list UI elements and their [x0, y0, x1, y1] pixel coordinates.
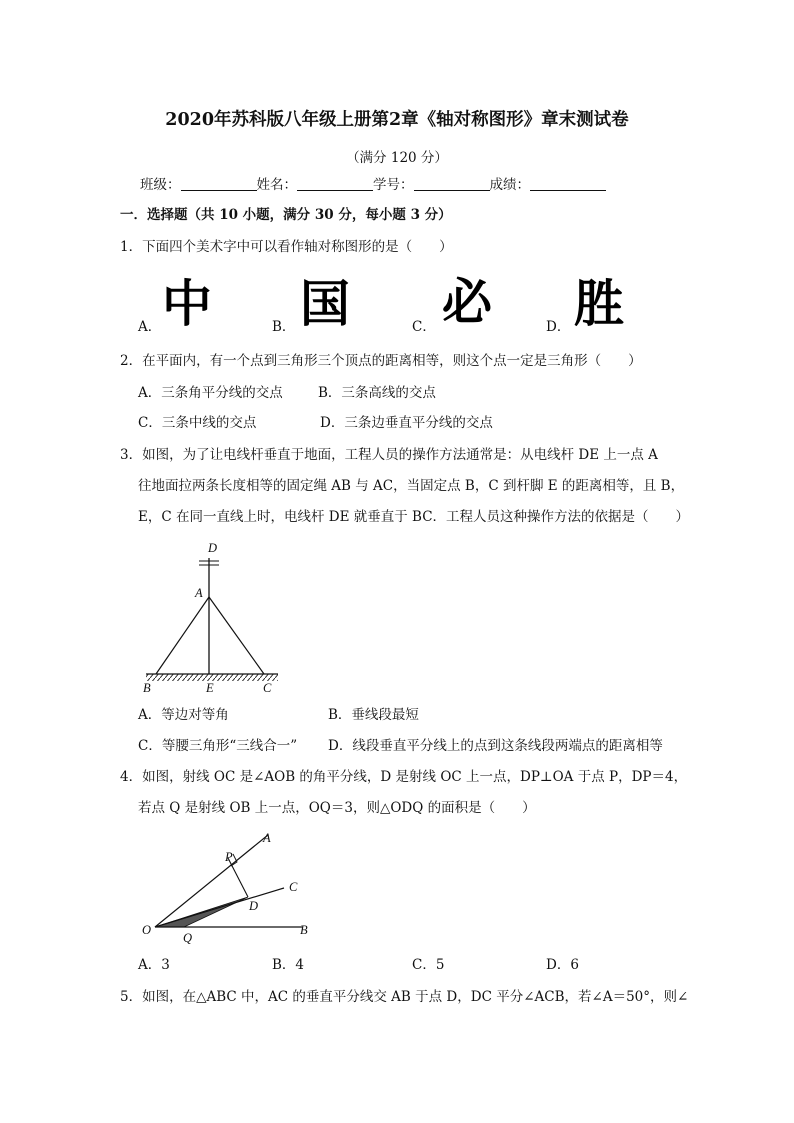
q3-label-c: C	[263, 681, 272, 695]
q2-option-c: C．三条中线的交点	[138, 415, 257, 431]
ray-oc	[155, 888, 284, 927]
section-heading: 一．选择题（共 10 小题，满分 30 分，每小题 3 分）	[120, 207, 452, 223]
q4-label-p: P	[225, 850, 233, 864]
question-3-line-1: 3．如图，为了让电线杆垂直于地面，工程人员的操作方法通常是：从电线杆 DE 上一点 A	[120, 447, 658, 463]
q4-label-d: D	[249, 899, 259, 913]
question-3-line-3: E，C 在同一直线上时，电线杆 DE 就垂直于 BC．工程人员这种操作方法的依据是（ ）	[138, 509, 690, 525]
q4-option-a: A．3	[138, 957, 170, 973]
q1-art-char-b: 国	[300, 275, 350, 333]
question-3-line-2: 往地面拉两条长度相等的固定绳 AB 与 AC，当固定点 B，C 到杆脚 E 的距离相等，且 B，	[138, 478, 685, 494]
page-subtitle: （满分 120 分）	[346, 150, 448, 166]
q4-option-d: D．6	[546, 957, 579, 973]
q4-label-c: C	[289, 880, 298, 894]
q2-option-b: B．三条高线的交点	[318, 385, 436, 401]
class-label: 班级：	[140, 177, 181, 193]
q1-art-char-c: 必	[442, 273, 492, 331]
question-5-line-1: 5．如图，在△ABC 中，AC 的垂直平分线交 AB 于点 D，DC 平分∠ACB，若∠A＝50°，则∠	[120, 989, 689, 1005]
question-4-line-2: 若点 Q 是射线 OB 上一点，OQ＝3，则△ODQ 的面积是（ ）	[138, 800, 536, 816]
q3-option-b: B．垂线段最短	[328, 707, 419, 723]
name-label: 姓名：	[256, 177, 297, 193]
q4-option-b: B．4	[272, 957, 305, 973]
q2-option-d: D．三条边垂直平分线的交点	[320, 415, 493, 431]
q3-label-e: E	[206, 681, 214, 695]
q1-option-b: B．	[272, 319, 296, 335]
q1-option-c: C．	[412, 319, 436, 335]
q3-option-d: D．线段垂直平分线上的点到这条线段两端点的距离相等	[328, 738, 663, 754]
q1-option-d: D．	[546, 319, 571, 335]
page-title: 2020年苏科版八年级上册第2章《轴对称图形》章末测试卷	[165, 110, 629, 130]
q3-option-a: A．等边对等角	[138, 707, 229, 723]
q1-art-char-d: 胜	[574, 275, 624, 333]
question-4-line-1: 4．如图，射线 OC 是∠AOB 的角平分线，D 是射线 OC 上一点，DP⊥OA 于点 P，DP＝4，	[120, 769, 688, 785]
q1-option-a: A．	[138, 319, 162, 335]
q2-option-a: A．三条角平分线的交点	[138, 385, 283, 401]
q4-option-c: C．5	[412, 957, 445, 973]
q3-label-a: A	[195, 586, 203, 600]
id-label: 学号：	[373, 177, 414, 193]
q3-option-c: C．等腰三角形“三线合一”	[138, 738, 298, 754]
q4-label-b: B	[300, 923, 308, 937]
q3-label-d: D	[208, 541, 218, 555]
q3-label-b: B	[143, 681, 151, 695]
question-2-stem: 2．在平面内，有一个点到三角形三个顶点的距离相等，则这个点一定是三角形（ ）	[120, 353, 642, 369]
q1-art-char-a: 中	[162, 275, 212, 333]
q4-label-q: Q	[183, 931, 193, 945]
q4-label-a: A	[263, 831, 271, 845]
score-label: 成绩：	[489, 177, 530, 193]
question-1-stem: 1．下面四个美术字中可以看作轴对称图形的是（ ）	[120, 239, 453, 255]
q4-label-o: O	[142, 923, 152, 937]
